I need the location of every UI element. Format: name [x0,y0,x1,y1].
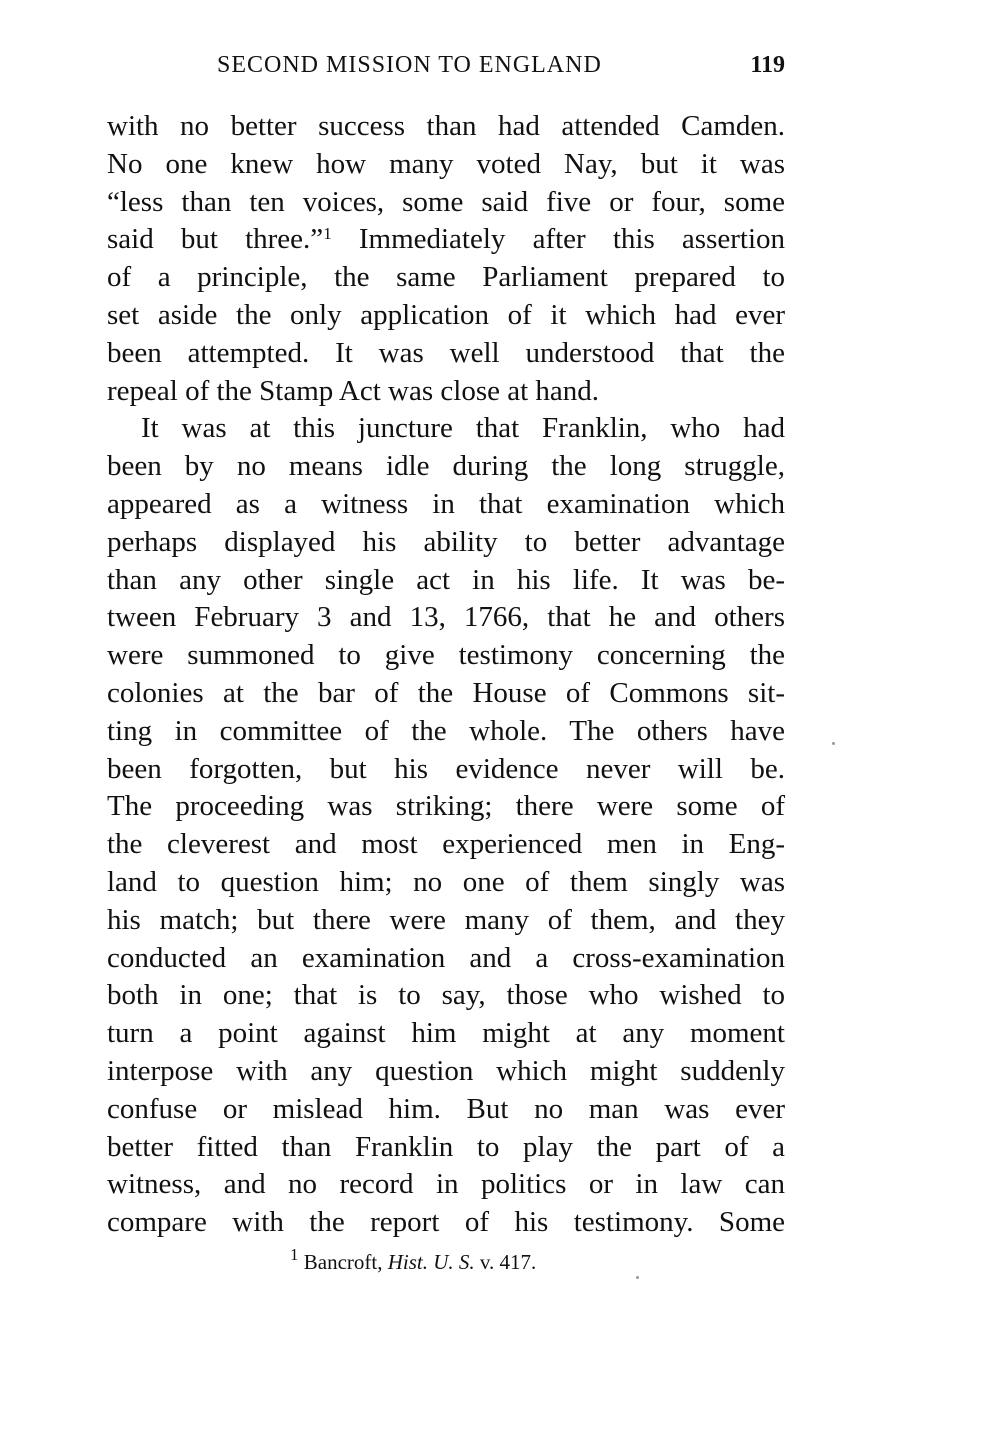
text-line: than any other single act in his life. It was be- [107,563,785,596]
footnote-reference-text: v. 417. [479,1250,537,1274]
text-line: compare with the report of his testimony. Some [107,1206,785,1239]
footnote-author: Bancroft, [303,1250,383,1274]
text-line: ting in committee of the whole. The others have [107,714,785,747]
text-line: were summoned to give testimony concerning the [107,639,785,672]
text-line: conducted an examination and a cross-examination [107,941,785,974]
margin-speck [636,1276,639,1279]
text-line-with-footnote [107,221,785,259]
text-line: The proceeding was striking; there were some of [107,790,785,823]
text-line: No one knew how many voted Nay, but it was [107,147,785,180]
text-line: tween February 3 and 13, 1766, that he and others [107,601,785,634]
footnote-reference: 1 [323,224,332,244]
text-line: appeared as a witness in that examination which [107,487,785,520]
text-line: set aside the only application of it which had ever [107,298,785,331]
text-line: been by no means idle during the long struggle, [107,450,785,483]
text-line: It was at this juncture that Franklin, who had [141,412,785,445]
text-line: been attempted. It was well understood that the [107,336,785,369]
quote-end: said but three.” [107,223,324,256]
text-line: turn a point against him might at any moment [107,1017,785,1050]
footnote-title: Hist. U. S. [387,1250,475,1274]
page-number: 119 [750,52,785,78]
footnote-marker: 1 [290,1245,299,1264]
text-line: repeal of the Stamp Act was close at hand. [107,374,600,407]
text-line: his match; but there were many of them, and they [107,903,785,936]
text-line: “less than ten voices, some said five or four, some [107,185,785,218]
text-line: the cleverest and most experienced men in Eng- [107,828,785,861]
text-line: interpose with any question which might suddenly [107,1054,785,1087]
text-line: with no better success than had attended Camden. [107,110,785,142]
text-line: of a principle, the same Parliament prepared to [107,261,785,294]
text-line: confuse or mislead him. But no man was ever [107,1092,785,1125]
margin-speck [832,742,835,745]
text-line: both in one; that is to say, those who wished to [107,979,785,1012]
body-text [107,108,785,1242]
text-line: been forgotten, but his evidence never will be. [107,752,785,785]
text-line: land to question him; no one of them singly was [107,865,785,898]
text-line: perhaps displayed his ability to better advantage [107,525,785,558]
sentence-start: Immediately after this assertion [358,223,786,256]
text-line: colonies at the bar of the House of Commons sit- [107,676,785,709]
footnote [290,1245,537,1275]
running-title: SECOND MISSION TO ENGLAND [217,52,602,78]
page-header [107,52,785,88]
text-line: better fitted than Franklin to play the part of a [107,1130,785,1163]
text-line: witness, and no record in politics or in law can [107,1168,785,1201]
